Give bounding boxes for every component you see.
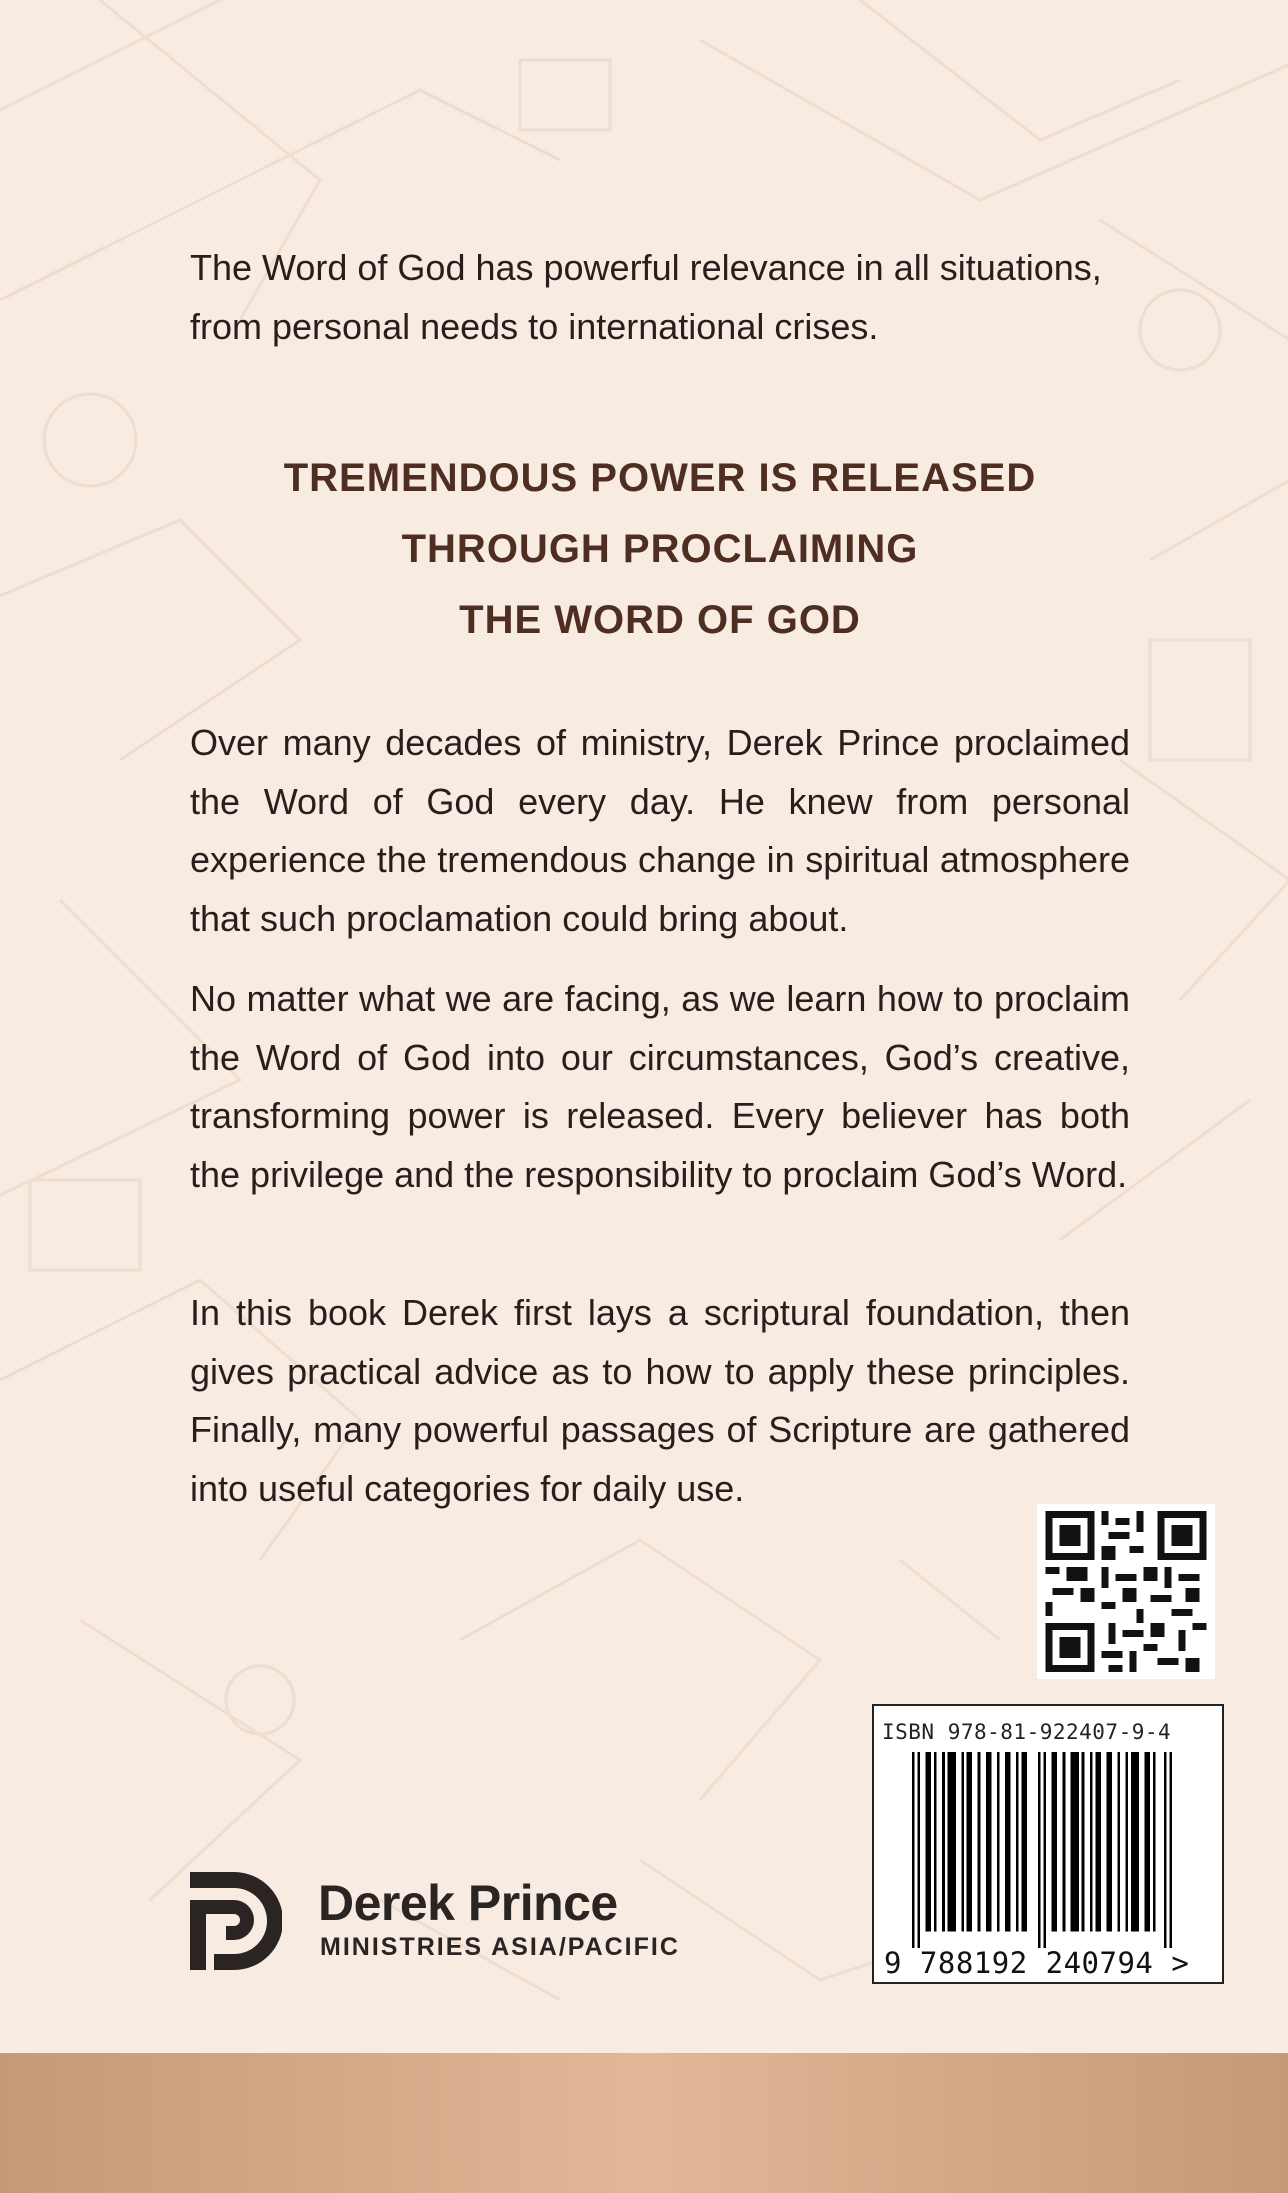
headline [190, 443, 1130, 656]
body-paragraph-2: No matter what we are facing, as we learn how to proclaim the Word of God into our circumstances, God’s creative, transforming power is released. Every believer has both the privilege and the responsibility to proclaim God’s Word. [190, 978, 1130, 1195]
publisher-subtitle: MINISTRIES ASIA/PACIFIC [320, 1933, 680, 1961]
headline-line-1: TREMENDOUS POWER IS RELEASED [283, 456, 1037, 500]
isbn-number: ISBN 978-81-922407-9-4 [882, 1720, 1172, 1744]
barcode-icon [912, 1752, 1172, 1948]
barcode [872, 1704, 1224, 1984]
body-paragraph-3: In this book Derek first lays a scriptural foundation, then gives practical advice as to how to apply these principles. Finally, many powerful passages of Scripture are gathered into useful categories for daily use. [190, 1292, 1130, 1509]
bottom-color-band [0, 2053, 1288, 2193]
publisher-name: Derek Prince [318, 1875, 618, 1931]
derek-prince-logo-icon [190, 1872, 282, 1970]
headline-line-3: THE WORD OF GOD [459, 598, 861, 642]
qr-code-icon[interactable] [1037, 1504, 1215, 1679]
barcode-digits: 9 788192 240794 > [884, 1946, 1190, 1980]
headline-line-2: THROUGH PROCLAIMING [401, 527, 919, 571]
intro-text: The Word of God has powerful relevance in all situations, from personal needs to international crises. [190, 247, 1102, 347]
body-paragraph-1: Over many decades of ministry, Derek Prince proclaimed the Word of God every day. He knew from personal experience the tremendous change in spiritual atmosphere that such proclamation could bring about. [190, 722, 1130, 939]
